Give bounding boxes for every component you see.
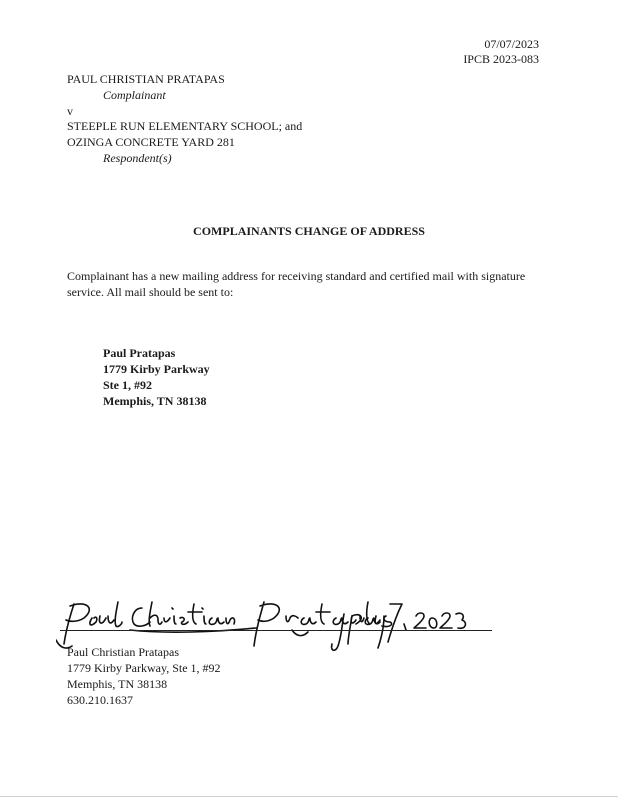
case-number: IPCB 2023-083 — [463, 52, 539, 66]
signer-phone: 630.210.1637 — [67, 693, 133, 707]
respondent-line-2: OZINGA CONCRETE YARD 281 — [67, 135, 235, 149]
address-city: Memphis, TN 38138 — [103, 394, 207, 408]
respondent-role: Respondent(s) — [103, 151, 172, 165]
complainant-name: PAUL CHRISTIAN PRATAPAS — [67, 72, 225, 86]
complainant-role: Complainant — [103, 88, 166, 102]
respondent-line-1: STEEPLE RUN ELEMENTARY SCHOOL; and — [67, 119, 303, 133]
versus: v — [67, 104, 73, 118]
handwritten-date — [330, 596, 470, 656]
signature-line — [60, 630, 492, 631]
page-bottom-edge — [0, 796, 618, 797]
address-suite: Ste 1, #92 — [103, 378, 152, 392]
address-name: Paul Pratapas — [103, 346, 176, 360]
document-title: COMPLAINANTS CHANGE OF ADDRESS — [193, 224, 425, 238]
signer-city: Memphis, TN 38138 — [67, 677, 168, 691]
address-street: 1779 Kirby Parkway — [103, 362, 210, 376]
document-date: 07/07/2023 — [484, 37, 539, 51]
signer-name: Paul Christian Pratapas — [67, 645, 179, 659]
body-paragraph: Complainant has a new mailing address for receiving standard and certified mail with signature service. All mail should be sent to: — [67, 269, 526, 299]
signer-address: 1779 Kirby Parkway, Ste 1, #92 — [67, 661, 221, 675]
